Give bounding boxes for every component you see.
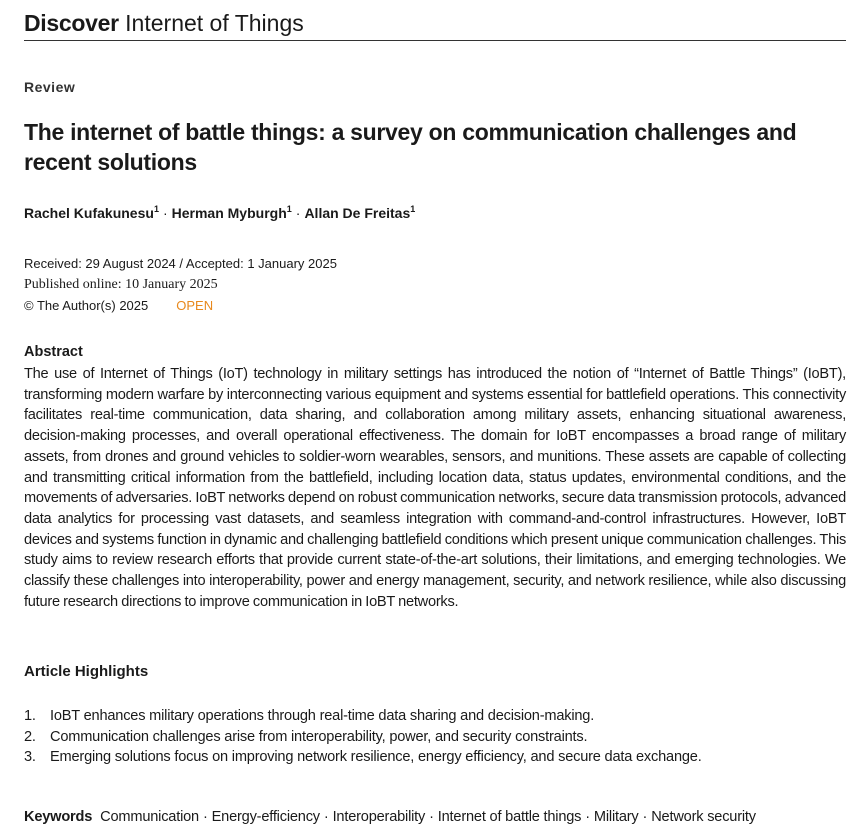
abstract-heading: Abstract bbox=[24, 344, 83, 360]
keywords bbox=[24, 809, 756, 825]
author-separator: · bbox=[162, 205, 168, 221]
journal-name: Internet of Things bbox=[125, 10, 304, 36]
abstract-body: The use of Internet of Things (IoT) technology in military settings has introduced the notion of “Internet of Battle Things” (IoBT), transforming modern warfare by interconnecting various equipment and systems essential for battlefield operations. This connectivity facilitates real-time communication, data sharing, and collaboration among military assets, enhancing situational awareness, decision-making processes, and overall operational effectiveness. The domain for IoBT encompasses a broad range of military assets, from drones and ground vehicles to soldier-worn wearables, sensors, and munitions. These assets are capable of collecting and transmitting critical information from the battlefield, including location data, status updates, environmental conditions, and the movements of adversaries. IoBT networks depend on robust communication networks, secure data transmission protocols, advanced data analytics for processing vast datasets, and seamless integration with command-and-control infrastructures. However, IoBT devices and systems function in dynamic and challenging battlefield conditions which present unique communication challenges. This study aims to review research efforts that provide current state-of-the-art solutions, their limitations, and emerging technologies. We classify these challenges into interoperability, power and energy management, security, and network resilience, while also discussing future research directions to improve communication in IoBT networks. bbox=[24, 366, 846, 610]
copyright-text: © The Author(s) 2025 bbox=[24, 298, 149, 313]
author-name[interactable]: Allan De Freitas bbox=[304, 205, 411, 221]
author-affiliation: 1 bbox=[410, 204, 416, 214]
article-title: The internet of battle things: a survey on communication challenges and recent solutions bbox=[24, 119, 797, 175]
keyword-separator: · bbox=[323, 809, 329, 825]
keyword: Internet of battle things bbox=[437, 809, 582, 825]
received-accepted-date: Received: 29 August 2024 / Accepted: 1 January 2025 bbox=[24, 256, 337, 271]
keyword: Interoperability bbox=[332, 809, 426, 825]
author-name[interactable]: Rachel Kufakunesu bbox=[24, 205, 154, 221]
list-item-number: 3. bbox=[24, 749, 36, 765]
list-item bbox=[24, 706, 846, 727]
published-date: Published online: 10 January 2025 bbox=[24, 277, 218, 292]
list-item-text: Communication challenges arise from interoperability, power, and security constraints. bbox=[50, 728, 588, 745]
open-access-badge: OPEN bbox=[176, 298, 214, 313]
list-item-number: 2. bbox=[24, 728, 36, 745]
author-affiliation: 1 bbox=[153, 204, 159, 214]
journal-brand: Discover bbox=[24, 10, 119, 36]
journal-header bbox=[24, 9, 304, 37]
keyword: Energy-efficiency bbox=[211, 809, 320, 825]
highlights-heading: Article Highlights bbox=[24, 663, 149, 680]
keyword-separator: · bbox=[642, 809, 648, 825]
keyword-separator: · bbox=[202, 809, 208, 825]
header-divider bbox=[24, 40, 846, 41]
list-item-text: Emerging solutions focus on improving network resilience, energy efficiency, and secure data exchange. bbox=[50, 749, 702, 765]
keyword-separator: · bbox=[585, 809, 590, 825]
list-item bbox=[24, 727, 846, 748]
list-item bbox=[24, 747, 846, 768]
list-item-number: 1. bbox=[24, 708, 36, 724]
copyright-line bbox=[24, 295, 337, 316]
keyword: Communication bbox=[100, 809, 199, 825]
article-dates bbox=[24, 253, 337, 316]
author-name[interactable]: Herman Myburgh bbox=[171, 205, 287, 221]
highlights-list bbox=[24, 706, 846, 768]
author-separator: · bbox=[295, 205, 301, 221]
author-affiliation: 1 bbox=[286, 204, 292, 214]
keyword: Military bbox=[593, 809, 639, 825]
keywords-label: Keywords bbox=[24, 809, 93, 825]
author-list bbox=[24, 204, 415, 221]
keyword: Network security bbox=[651, 809, 756, 825]
list-item-text: IoBT enhances military operations through real-time data sharing and decision-making. bbox=[50, 708, 595, 724]
article-type: Review bbox=[24, 79, 76, 95]
keyword-separator: · bbox=[429, 809, 434, 825]
